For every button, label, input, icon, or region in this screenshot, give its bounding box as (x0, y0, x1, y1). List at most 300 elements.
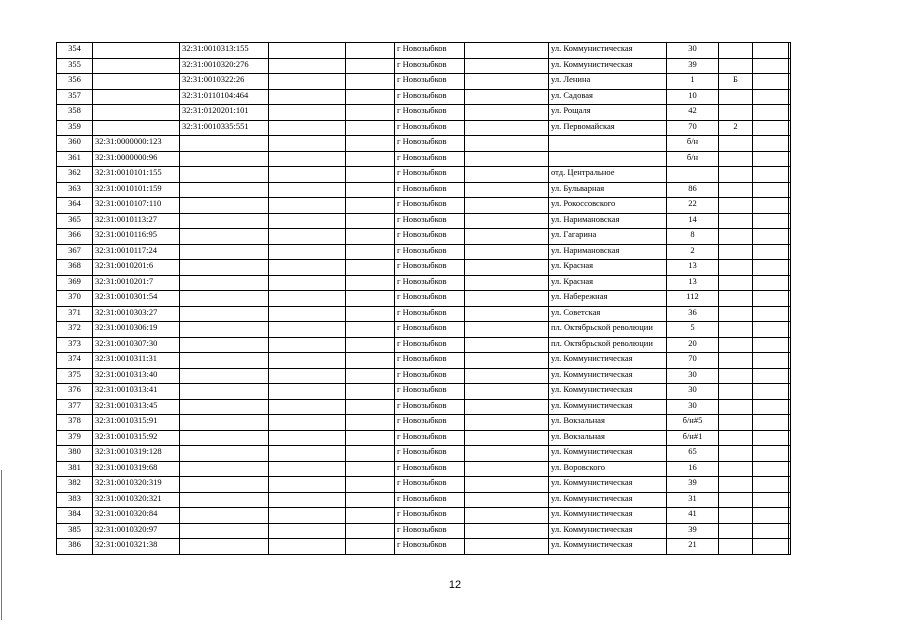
cell-col-g (789, 167, 791, 183)
cell-col-c (269, 446, 346, 462)
cell-cadastral-number-a: 32:31:0010201:7 (93, 275, 180, 291)
cell-street: ул. Коммунистическая (549, 353, 667, 369)
cell-cadastral-number-a: 32:31:0010319:128 (93, 446, 180, 462)
cell-house-number: 14 (667, 213, 719, 229)
cell-row-number: 374 (57, 353, 93, 369)
table-row (57, 105, 791, 121)
cell-col-d (346, 120, 395, 136)
cell-cadastral-number-a: 32:31:0010113:27 (93, 213, 180, 229)
cell-house-number: 16 (667, 461, 719, 477)
cell-col-e (465, 446, 549, 462)
cell-house-number: 70 (667, 120, 719, 136)
cell-col-c (269, 167, 346, 183)
cell-col-d (346, 89, 395, 105)
cell-city: г Новозыбков (395, 415, 465, 431)
cell-col-c (269, 151, 346, 167)
table-row (57, 151, 791, 167)
cell-street: ул. Коммунистическая (549, 384, 667, 400)
cell-street: ул. Коммунистическая (549, 508, 667, 524)
cell-col-c (269, 384, 346, 400)
cell-city: г Новозыбков (395, 74, 465, 90)
cell-cadastral-number-a: 32:31:0010306:19 (93, 322, 180, 338)
cell-cadastral-number-b (180, 477, 269, 493)
cell-cadastral-number-b: 32:31:0120201:101 (180, 105, 269, 121)
cell-col-c (269, 461, 346, 477)
cell-col-e (465, 337, 549, 353)
cell-house-number: 22 (667, 198, 719, 214)
cell-col-g (789, 461, 791, 477)
cell-cadastral-number-b (180, 415, 269, 431)
cell-col-g (789, 213, 791, 229)
cell-col-f (753, 260, 789, 276)
cell-cadastral-number-a (93, 105, 180, 121)
cell-cadastral-number-a: 32:31:0010313:41 (93, 384, 180, 400)
cell-city: г Новозыбков (395, 523, 465, 539)
cell-cadastral-number-b (180, 244, 269, 260)
cell-cadastral-number-b (180, 182, 269, 198)
cell-col-d (346, 492, 395, 508)
cell-col-c (269, 74, 346, 90)
cell-city: г Новозыбков (395, 43, 465, 59)
cell-cadastral-number-a: 32:31:0010315:92 (93, 430, 180, 446)
table-row (57, 353, 791, 369)
cell-col-d (346, 275, 395, 291)
cell-street: ул. Рощаля (549, 105, 667, 121)
cell-street: ул. Коммунистическая (549, 477, 667, 493)
cell-row-number: 382 (57, 477, 93, 493)
cell-street: ул. Коммунистическая (549, 523, 667, 539)
cell-row-number: 383 (57, 492, 93, 508)
cell-col-c (269, 539, 346, 555)
cell-cadastral-number-a: 32:31:0010320:84 (93, 508, 180, 524)
cell-col-c (269, 415, 346, 431)
cell-city: г Новозыбков (395, 244, 465, 260)
cell-house-number: 8 (667, 229, 719, 245)
cell-building-number (719, 399, 753, 415)
cell-col-f (753, 43, 789, 59)
cell-col-g (789, 384, 791, 400)
cell-street: пл. Октябрьской революции (549, 337, 667, 353)
cell-building-number (719, 430, 753, 446)
cell-cadastral-number-a: 32:31:0010307:30 (93, 337, 180, 353)
cell-col-f (753, 105, 789, 121)
cell-building-number (719, 229, 753, 245)
cell-col-f (753, 291, 789, 307)
cell-street: ул. Советская (549, 306, 667, 322)
cell-cadastral-number-b (180, 322, 269, 338)
cell-col-c (269, 58, 346, 74)
cell-street: ул. Вокзальная (549, 415, 667, 431)
cell-col-d (346, 399, 395, 415)
cell-col-d (346, 167, 395, 183)
cell-col-d (346, 461, 395, 477)
cell-col-f (753, 461, 789, 477)
cell-cadastral-number-b (180, 492, 269, 508)
cell-col-g (789, 368, 791, 384)
table-row (57, 322, 791, 338)
table-row (57, 198, 791, 214)
cell-cadastral-number-a: 32:31:0010311:31 (93, 353, 180, 369)
cell-cadastral-number-a: 32:31:0010313:45 (93, 399, 180, 415)
cell-col-f (753, 229, 789, 245)
cell-city: г Новозыбков (395, 213, 465, 229)
page-number: 12 (448, 579, 462, 591)
cell-row-number: 369 (57, 275, 93, 291)
cell-col-d (346, 523, 395, 539)
cell-cadastral-number-b (180, 198, 269, 214)
cell-street: ул. Наримановская (549, 213, 667, 229)
cell-building-number (719, 291, 753, 307)
cell-house-number: 13 (667, 275, 719, 291)
cell-city: г Новозыбков (395, 198, 465, 214)
cell-col-f (753, 182, 789, 198)
cell-col-d (346, 508, 395, 524)
cell-cadastral-number-b: 32:31:0010313:155 (180, 43, 269, 59)
cell-col-e (465, 58, 549, 74)
cell-house-number: 42 (667, 105, 719, 121)
cell-col-f (753, 275, 789, 291)
cell-col-g (789, 492, 791, 508)
cell-building-number (719, 89, 753, 105)
cell-city: г Новозыбков (395, 322, 465, 338)
cell-house-number: 20 (667, 337, 719, 353)
cell-row-number: 377 (57, 399, 93, 415)
cell-cadastral-number-a: 32:31:0010315:91 (93, 415, 180, 431)
table-row (57, 229, 791, 245)
cell-cadastral-number-b (180, 508, 269, 524)
cell-col-f (753, 508, 789, 524)
cell-street: ул. Наримановская (549, 244, 667, 260)
cell-col-g (789, 523, 791, 539)
cell-row-number: 370 (57, 291, 93, 307)
cell-city: г Новозыбков (395, 508, 465, 524)
cell-street (549, 151, 667, 167)
cell-house-number: 31 (667, 492, 719, 508)
cell-street: ул. Коммунистическая (549, 539, 667, 555)
cell-building-number (719, 492, 753, 508)
cell-building-number (719, 368, 753, 384)
cell-cadastral-number-a (93, 58, 180, 74)
cell-row-number: 380 (57, 446, 93, 462)
cell-col-f (753, 353, 789, 369)
cell-building-number (719, 275, 753, 291)
cell-col-f (753, 430, 789, 446)
cell-house-number: б/н#5 (667, 415, 719, 431)
cell-col-g (789, 74, 791, 90)
cell-col-e (465, 291, 549, 307)
cell-building-number (719, 151, 753, 167)
cell-street: ул. Набережная (549, 291, 667, 307)
cell-house-number: 10 (667, 89, 719, 105)
table-row (57, 384, 791, 400)
cell-street: ул. Красная (549, 260, 667, 276)
cell-city: г Новозыбков (395, 446, 465, 462)
cell-cadastral-number-a: 32:31:0010321:38 (93, 539, 180, 555)
cell-city: г Новозыбков (395, 151, 465, 167)
cell-col-g (789, 89, 791, 105)
cell-col-d (346, 353, 395, 369)
cell-col-d (346, 43, 395, 59)
cell-street: отд. Центральное (549, 167, 667, 183)
cell-building-number (719, 415, 753, 431)
cell-building-number (719, 508, 753, 524)
cell-cadastral-number-a: 32:31:0010301:54 (93, 291, 180, 307)
cell-col-d (346, 415, 395, 431)
cell-house-number: 36 (667, 306, 719, 322)
scan-edge-line (1, 470, 2, 620)
cell-col-e (465, 399, 549, 415)
cell-city: г Новозыбков (395, 229, 465, 245)
cell-city: г Новозыбков (395, 430, 465, 446)
cell-row-number: 371 (57, 306, 93, 322)
cell-cadastral-number-b (180, 306, 269, 322)
cell-col-d (346, 105, 395, 121)
cell-cadastral-number-a: 32:31:0010303:27 (93, 306, 180, 322)
cell-col-e (465, 461, 549, 477)
cell-cadastral-number-a: 32:31:0010116:95 (93, 229, 180, 245)
table-row (57, 306, 791, 322)
cell-col-e (465, 105, 549, 121)
cell-col-d (346, 136, 395, 152)
cell-building-number (719, 353, 753, 369)
cell-col-e (465, 74, 549, 90)
cell-city: г Новозыбков (395, 539, 465, 555)
cell-col-d (346, 539, 395, 555)
cell-building-number (719, 337, 753, 353)
cell-house-number: 21 (667, 539, 719, 555)
cell-col-g (789, 275, 791, 291)
cell-cadastral-number-b (180, 213, 269, 229)
cell-col-f (753, 198, 789, 214)
cell-col-e (465, 415, 549, 431)
cell-row-number: 355 (57, 58, 93, 74)
cell-cadastral-number-a: 32:31:0010320:321 (93, 492, 180, 508)
cell-col-c (269, 322, 346, 338)
cell-cadastral-number-b (180, 353, 269, 369)
cell-col-e (465, 539, 549, 555)
cell-house-number: 1 (667, 74, 719, 90)
cell-house-number: 30 (667, 368, 719, 384)
cell-row-number: 375 (57, 368, 93, 384)
cell-cadastral-number-a: 32:31:0010107:110 (93, 198, 180, 214)
cell-cadastral-number-a (93, 43, 180, 59)
cell-col-e (465, 198, 549, 214)
table-row (57, 415, 791, 431)
cell-cadastral-number-a: 32:31:0010117:24 (93, 244, 180, 260)
cell-house-number: 39 (667, 58, 719, 74)
cell-col-e (465, 89, 549, 105)
cell-house-number: 39 (667, 477, 719, 493)
cell-row-number: 384 (57, 508, 93, 524)
cell-col-g (789, 446, 791, 462)
cell-col-e (465, 151, 549, 167)
cell-house-number: 13 (667, 260, 719, 276)
cell-city: г Новозыбков (395, 105, 465, 121)
cell-col-d (346, 368, 395, 384)
cell-col-f (753, 337, 789, 353)
cell-building-number: 2 (719, 120, 753, 136)
cell-city: г Новозыбков (395, 399, 465, 415)
cell-cadastral-number-a: 32:31:0010101:159 (93, 182, 180, 198)
cell-row-number: 363 (57, 182, 93, 198)
table-row (57, 213, 791, 229)
cell-row-number: 373 (57, 337, 93, 353)
cell-cadastral-number-b (180, 291, 269, 307)
cell-city: г Новозыбков (395, 167, 465, 183)
cell-col-c (269, 120, 346, 136)
table-row (57, 461, 791, 477)
table-row (57, 58, 791, 74)
cell-col-f (753, 492, 789, 508)
cell-building-number (719, 539, 753, 555)
cell-city: г Новозыбков (395, 58, 465, 74)
cell-col-e (465, 306, 549, 322)
table-row (57, 523, 791, 539)
cell-house-number: б/н (667, 151, 719, 167)
cell-cadastral-number-b (180, 523, 269, 539)
cell-house-number: б/н (667, 136, 719, 152)
cell-cadastral-number-b (180, 167, 269, 183)
cell-city: г Новозыбков (395, 89, 465, 105)
cell-col-f (753, 446, 789, 462)
cell-street: ул. Коммунистическая (549, 58, 667, 74)
cell-col-e (465, 275, 549, 291)
cell-cadastral-number-b (180, 136, 269, 152)
cell-col-e (465, 136, 549, 152)
address-register-table (56, 42, 791, 555)
cell-building-number (719, 523, 753, 539)
cell-col-e (465, 167, 549, 183)
cell-col-d (346, 151, 395, 167)
cell-col-g (789, 58, 791, 74)
cell-col-f (753, 167, 789, 183)
cell-col-c (269, 508, 346, 524)
table-row (57, 275, 791, 291)
cell-cadastral-number-b (180, 275, 269, 291)
cell-city: г Новозыбков (395, 260, 465, 276)
cell-city: г Новозыбков (395, 291, 465, 307)
cell-col-g (789, 539, 791, 555)
cell-col-g (789, 244, 791, 260)
table-row (57, 120, 791, 136)
cell-cadastral-number-a: 32:31:0000000:96 (93, 151, 180, 167)
cell-cadastral-number-b (180, 368, 269, 384)
cell-col-g (789, 182, 791, 198)
cell-col-f (753, 539, 789, 555)
cell-cadastral-number-a: 32:31:0010201:6 (93, 260, 180, 276)
cell-row-number: 376 (57, 384, 93, 400)
cell-cadastral-number-a: 32:31:0010320:319 (93, 477, 180, 493)
cell-col-e (465, 43, 549, 59)
cell-col-d (346, 198, 395, 214)
cell-col-e (465, 229, 549, 245)
cell-house-number: 39 (667, 523, 719, 539)
cell-col-d (346, 229, 395, 245)
cell-building-number (719, 384, 753, 400)
cell-col-c (269, 430, 346, 446)
cell-col-d (346, 430, 395, 446)
cell-col-f (753, 244, 789, 260)
cell-city: г Новозыбков (395, 136, 465, 152)
table-row (57, 167, 791, 183)
cell-cadastral-number-b (180, 384, 269, 400)
cell-street: ул. Красная (549, 275, 667, 291)
table-row (57, 74, 791, 90)
cell-city: г Новозыбков (395, 384, 465, 400)
cell-col-f (753, 477, 789, 493)
cell-col-g (789, 353, 791, 369)
cell-street (549, 136, 667, 152)
cell-building-number (719, 477, 753, 493)
table-row (57, 492, 791, 508)
cell-col-c (269, 136, 346, 152)
cell-col-c (269, 213, 346, 229)
cell-col-g (789, 337, 791, 353)
cell-col-f (753, 399, 789, 415)
cell-col-f (753, 89, 789, 105)
cell-cadastral-number-b (180, 229, 269, 245)
cell-house-number: 30 (667, 399, 719, 415)
cell-col-f (753, 322, 789, 338)
cell-house-number: 65 (667, 446, 719, 462)
cell-house-number: 70 (667, 353, 719, 369)
cell-col-e (465, 477, 549, 493)
cell-row-number: 364 (57, 198, 93, 214)
cell-col-e (465, 384, 549, 400)
cell-row-number: 358 (57, 105, 93, 121)
cell-col-d (346, 384, 395, 400)
cell-cadastral-number-b (180, 461, 269, 477)
cell-col-c (269, 337, 346, 353)
table-row (57, 260, 791, 276)
cell-cadastral-number-b (180, 399, 269, 415)
cell-col-g (789, 198, 791, 214)
cell-row-number: 385 (57, 523, 93, 539)
cell-city: г Новозыбков (395, 492, 465, 508)
cell-building-number (719, 58, 753, 74)
cell-col-f (753, 523, 789, 539)
cell-col-g (789, 120, 791, 136)
cell-col-c (269, 306, 346, 322)
cell-row-number: 372 (57, 322, 93, 338)
cell-cadastral-number-b (180, 539, 269, 555)
cell-building-number (719, 461, 753, 477)
cell-row-number: 381 (57, 461, 93, 477)
cell-col-e (465, 260, 549, 276)
cell-house-number: 112 (667, 291, 719, 307)
cell-cadastral-number-b: 32:31:0010335:551 (180, 120, 269, 136)
cell-col-e (465, 182, 549, 198)
cell-house-number (667, 167, 719, 183)
cell-col-g (789, 477, 791, 493)
table-row (57, 136, 791, 152)
table-row (57, 337, 791, 353)
cell-col-e (465, 120, 549, 136)
cell-street: ул. Коммунистическая (549, 492, 667, 508)
cell-col-e (465, 492, 549, 508)
cell-col-e (465, 368, 549, 384)
table-body (57, 43, 791, 555)
cell-col-g (789, 322, 791, 338)
cell-house-number: 5 (667, 322, 719, 338)
cell-city: г Новозыбков (395, 353, 465, 369)
cell-street: ул. Бульварная (549, 182, 667, 198)
cell-col-e (465, 508, 549, 524)
cell-col-f (753, 120, 789, 136)
cell-cadastral-number-b: 32:31:0010320:276 (180, 58, 269, 74)
cell-city: г Новозыбков (395, 461, 465, 477)
cell-col-g (789, 151, 791, 167)
